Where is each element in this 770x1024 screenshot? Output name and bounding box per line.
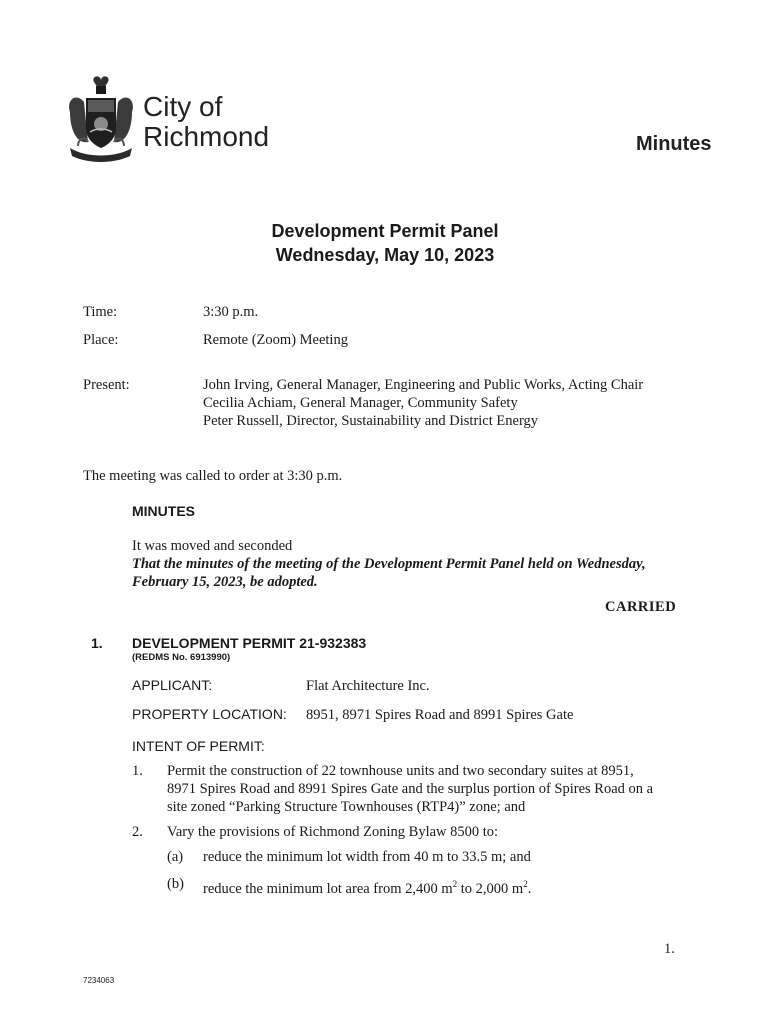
present-list: [203, 376, 643, 430]
motion-result: CARRIED: [605, 599, 677, 615]
city-name: [143, 92, 269, 152]
place-label: Place:: [83, 332, 119, 348]
variance-b-text: reduce the minimum lot area from 2,400 $m^2$ to 2,000 $m^2$.: [203, 879, 532, 897]
time-label: Time:: [83, 304, 118, 320]
variance-a-label: (a): [167, 849, 184, 865]
item-number: 1.: [91, 635, 103, 651]
intent-1-text: [167, 762, 682, 816]
meeting-date: Wednesday, May 10, 2023: [275, 245, 495, 265]
city-name-line1: City of: [143, 91, 223, 122]
intent-1-line: Permit the construction of 22 townhouse units and two secondary suites at 8951,: [167, 763, 634, 779]
city-name-line2: Richmond: [143, 121, 270, 152]
applicant-value: Flat Architecture Inc.: [306, 678, 430, 694]
intent-label: INTENT OF PERMIT:: [132, 738, 265, 754]
document-type: Minutes: [636, 133, 712, 155]
city-crest-logo: [66, 72, 136, 166]
call-to-order: The meeting was called to order at 3:30 p.m.: [83, 468, 343, 484]
location-label: PROPERTY LOCATION:: [132, 706, 287, 722]
intent-2-text: Vary the provisions of Richmond Zoning Bylaw 8500 to:: [167, 824, 499, 840]
place-value: Remote (Zoom) Meeting: [203, 332, 348, 348]
present-label: Present:: [83, 377, 130, 393]
motion-text-line2: February 15, 2023, be adopted.: [132, 574, 318, 590]
minutes-heading: MINUTES: [132, 503, 195, 519]
present-member: John Irving, General Manager, Engineering and Public Works, Acting Chair: [203, 377, 644, 393]
present-member: Cecilia Achiam, General Manager, Community Safety: [203, 395, 518, 411]
location-value: 8951, 8971 Spires Road and 8991 Spires Gate: [306, 707, 574, 723]
panel-title: Development Permit Panel: [271, 221, 499, 241]
document-id: 7234063: [83, 976, 115, 985]
page-number: 1.: [664, 941, 675, 957]
variance-a-text: reduce the minimum lot width from 40 m to 33.5 m; and: [203, 849, 531, 865]
item-heading: DEVELOPMENT PERMIT 21-932383: [132, 635, 367, 651]
variance-b-label: (b): [167, 876, 184, 892]
intent-1-number: 1.: [132, 763, 143, 779]
redms-reference: (REDMS No. 6913990): [132, 652, 231, 663]
motion-text-line1: That the minutes of the meeting of the Development Permit Panel held on Wednesday,: [132, 556, 646, 572]
intent-2-number: 2.: [132, 824, 143, 840]
intent-1-line: 8971 Spires Road and 8991 Spires Gate and the surplus portion of Spires Road on a: [167, 781, 654, 797]
time-value: 3:30 p.m.: [203, 304, 259, 320]
intent-1-line: site zoned “Parking Structure Townhouses (RTP4)” zone; and: [167, 799, 526, 815]
present-member: Peter Russell, Director, Sustainability and District Energy: [203, 413, 539, 429]
moved-seconded: It was moved and seconded: [132, 538, 293, 554]
applicant-label: APPLICANT:: [132, 677, 213, 693]
